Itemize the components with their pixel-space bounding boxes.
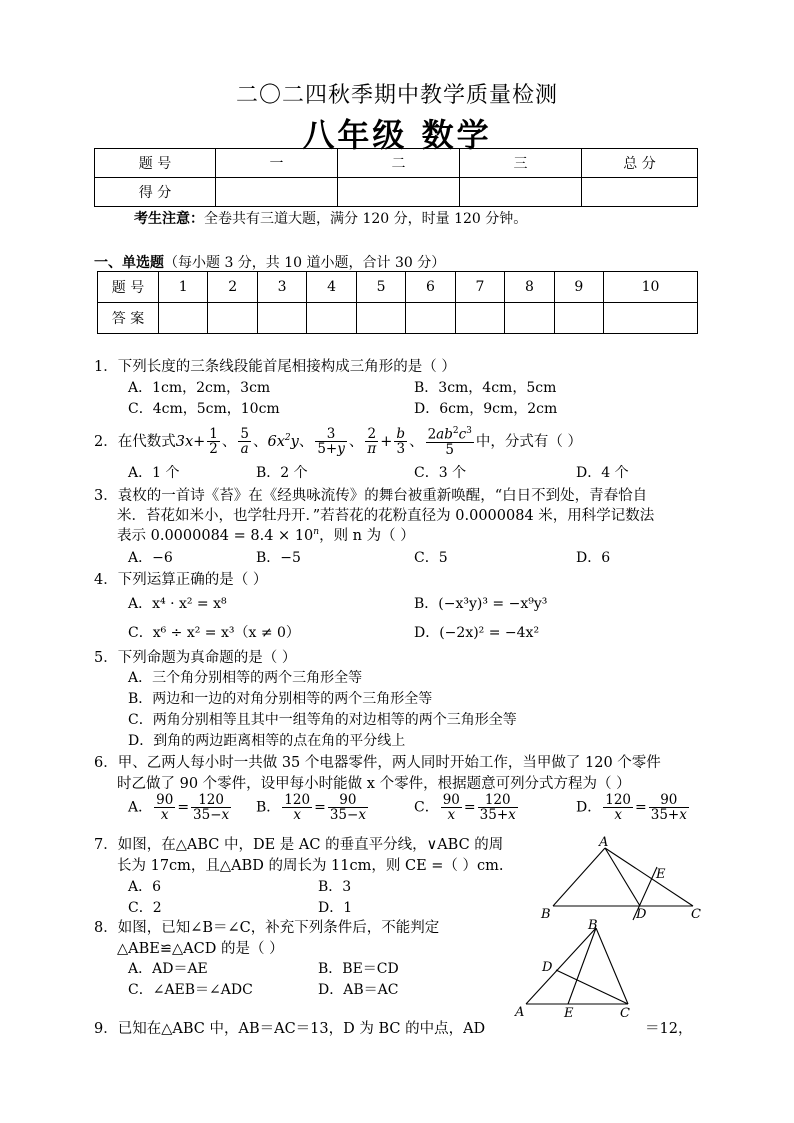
question-6-line1: 6．甲、乙两人每小时一共做 35 个电器零件，两人同时开始工作，当甲做了 120 个零件 [94,755,661,771]
fig2-side-bc [596,928,628,1004]
q8-option-a: A．AD＝AE [128,961,208,977]
fig1-label-c: C [691,907,701,922]
section-desc: （每小题 3 分，共 10 道小题，合计 30 分） [164,255,446,271]
q2-option-a: A．1 个 [128,465,180,481]
q3-option-d: D．6 [576,550,611,566]
fig2-label-b: B [588,918,598,933]
q6-d-label: D． [576,799,602,816]
triangle-figure-2 [512,916,642,1024]
answer-number: 3 [257,272,306,303]
q2-option-d: D．4 个 [576,465,629,481]
answer-cell [505,303,554,334]
q3-line3c: ，则 n 为（ ） [319,528,415,544]
q4-option-b: B．(−x³y)³ = −x⁹y³ [414,596,548,612]
fig2-label-c: C [620,1006,630,1021]
exam-subject: 八年级 数学 [302,116,492,154]
q6-option-a: A． $\frac{90}{x}$ = $\frac{120}{35-x}$ [128,792,230,824]
fig1-side-ab [553,848,605,906]
q4-option-c: C．x⁶ ÷ x² = x³（x ≠ 0） [128,625,300,641]
score-cell [460,178,582,207]
answer-cell [159,303,208,334]
fig2-label-a: A [515,1005,525,1020]
score-header-cell: 一 [216,149,338,178]
answer-number: 6 [406,272,455,303]
question-4-stem: 4．下列运算正确的是（ ） [94,572,268,588]
answer-table [97,271,698,334]
q5-option-a: A．三个角分别相等的两个三角形全等 [128,670,363,686]
question-9-tail: ＝12， [645,1021,693,1037]
question-8-line2: △ABE≌△ACD 的是（ ） [117,941,284,957]
q1-option-d: D．6cm，9cm，2cm [414,401,558,417]
answer-cell [406,303,455,334]
q4-option-d: D．(−2x)² = −4x² [414,625,540,641]
answer-number: 7 [455,272,504,303]
question-3-line1: 3．袁枚的一首诗《苔》在《经典咏流传》的舞台被重新唤醒，“白日不到处，青春恰自 [94,488,648,504]
notice-text: 全卷共有三道大题，满分 120 分，时量 120 分钟。 [204,211,528,227]
q1-option-b: B．3cm，4cm，5cm [414,380,557,396]
fig2-segment-be [568,928,596,1004]
score-cell [338,178,460,207]
question-2-stem: 2．在代数式3x+ $\frac{1}{2}$ 、 $\frac{5}{a}$ 、$6x^2y$、 $\frac{3}{5+y}$ 、 $\frac{2}{\pi}$ + $\frac{b}{3}$ 、 $\frac{2ab^2c^3}{5}$ 中，分式有（ ） [94,425,582,458]
q2-prefix: 2．在代数式 [94,433,176,450]
answer-number: 9 [554,272,603,303]
q8-option-d: D．AB＝AC [318,982,399,998]
answer-number: 5 [356,272,405,303]
fig1-label-e: E [656,867,666,882]
q3-option-c: C．5 [414,550,448,566]
question-3-line3 [117,524,415,545]
answer-cell [604,303,698,334]
answer-cell [356,303,405,334]
answer-number: 2 [208,272,257,303]
answer-header-label: 题 号 [98,272,159,303]
q1-option-c: C．4cm，5cm，10cm [128,401,280,417]
q5-option-b: B．两边和一边的对角分别相等的两个三角形全等 [128,691,433,707]
fig2-label-e: E [564,1006,574,1021]
answer-cell [554,303,603,334]
q4-option-a: A．x⁴ · x² = x⁸ [128,596,227,612]
score-row-label: 得 分 [95,178,216,207]
fig1-label-b: B [541,907,551,922]
question-3-line2: 米．苔花如米小，也学牡丹开．”若苔花的花粉直径为 0.0000084 米，用科学记数法 [117,508,655,524]
fig2-segment-dc [556,970,628,1004]
q5-option-d: D．到角的两边距离相等的点在角的平分线上 [128,733,406,749]
q3-option-a: A．−6 [128,550,173,566]
q8-option-b: B．BE＝CD [318,961,399,977]
answer-number: 10 [604,272,698,303]
exam-notice [134,208,527,228]
q2-suffix: 中，分式有（ ） [475,433,582,450]
q7-option-a: A．6 [128,879,162,895]
q1-option-a: A．1cm，2cm，3cm [128,380,271,396]
score-header-cell: 题 号 [95,149,216,178]
fig1-segment-ad [605,848,640,906]
q6-option-b: B． $\frac{120}{x}$ = $\frac{90}{35-x}$ [256,792,366,824]
fig1-side-ac [605,848,693,906]
score-header-cell: 三 [460,149,582,178]
q8-option-c: C．∠AEB＝∠ADC [128,982,253,998]
question-7-line2: 长为 17cm，且△ABD 的周长为 11cm，则 CE =（ ）cm. [117,858,504,874]
q6-b-label: B． [256,799,281,816]
section-heading [94,252,445,272]
question-7-line1: 7．如图，在△ABC 中，DE 是 AC 的垂直平分线，∨ABC 的周 [94,837,504,853]
answer-number: 8 [505,272,554,303]
q6-option-c: C． $\frac{90}{x}$ = $\frac{120}{35+x}$ [414,792,516,824]
q5-option-c: C．两角分别相等且其中一组等角的对边相等的两个三角形全等 [128,712,517,728]
answer-cell [208,303,257,334]
q2-option-c: C．3 个 [414,465,467,481]
notice-label: 考生注意： [134,211,204,227]
question-6-line2: 时乙做了 90 个零件，设甲每小时能做 x 个零件，根据题意可列分式方程为（ ） [117,776,631,792]
question-8-line1: 8．如图，已知∠B＝∠C，补充下列条件后，不能判定 [94,920,440,936]
answer-number: 4 [307,272,356,303]
score-table [94,148,698,207]
q6-c-label: C． [414,799,439,816]
question-9-text: 9．已知在△ABC 中，AB＝AC＝13，D 为 BC 的中点，AD [94,1021,486,1037]
answer-cell [307,303,356,334]
exam-title: 二〇二四秋季期中教学质量检测 [235,83,558,108]
fig1-label-a: A [599,835,609,850]
q6-a-label: A． [128,799,153,816]
answer-row-label: 答 案 [98,303,159,334]
triangle-figure-1 [535,832,710,924]
q2-option-b: B．2 个 [256,465,308,481]
answer-cell [257,303,306,334]
q6-option-d: D． $\frac{120}{x}$ = $\frac{90}{35+x}$ [576,792,687,824]
q7-option-c: C．2 [128,900,162,916]
fig2-side-ba [526,928,596,1004]
score-header-cell: 二 [338,149,460,178]
answer-cell [455,303,504,334]
q3-line3a: 表示 0.0000084 = 8.4 × 10 [117,528,314,544]
fig1-label-d: D [636,907,647,922]
score-cell [216,178,338,207]
answer-number: 1 [159,272,208,303]
q3-exponent: n [313,527,320,538]
score-header-cell: 总 分 [582,149,698,178]
section-title: 一、单选题 [94,255,164,271]
question-1-stem: 1．下列长度的三条线段能首尾相接构成三角形的是（ ） [94,359,456,375]
question-5-stem: 5．下列命题为真命题的是（ ） [94,650,297,666]
score-cell [582,178,698,207]
q7-option-b: B．3 [318,879,352,895]
q7-option-d: D．1 [318,900,353,916]
q3-option-b: B．−5 [256,550,301,566]
fig2-label-d: D [542,960,553,975]
